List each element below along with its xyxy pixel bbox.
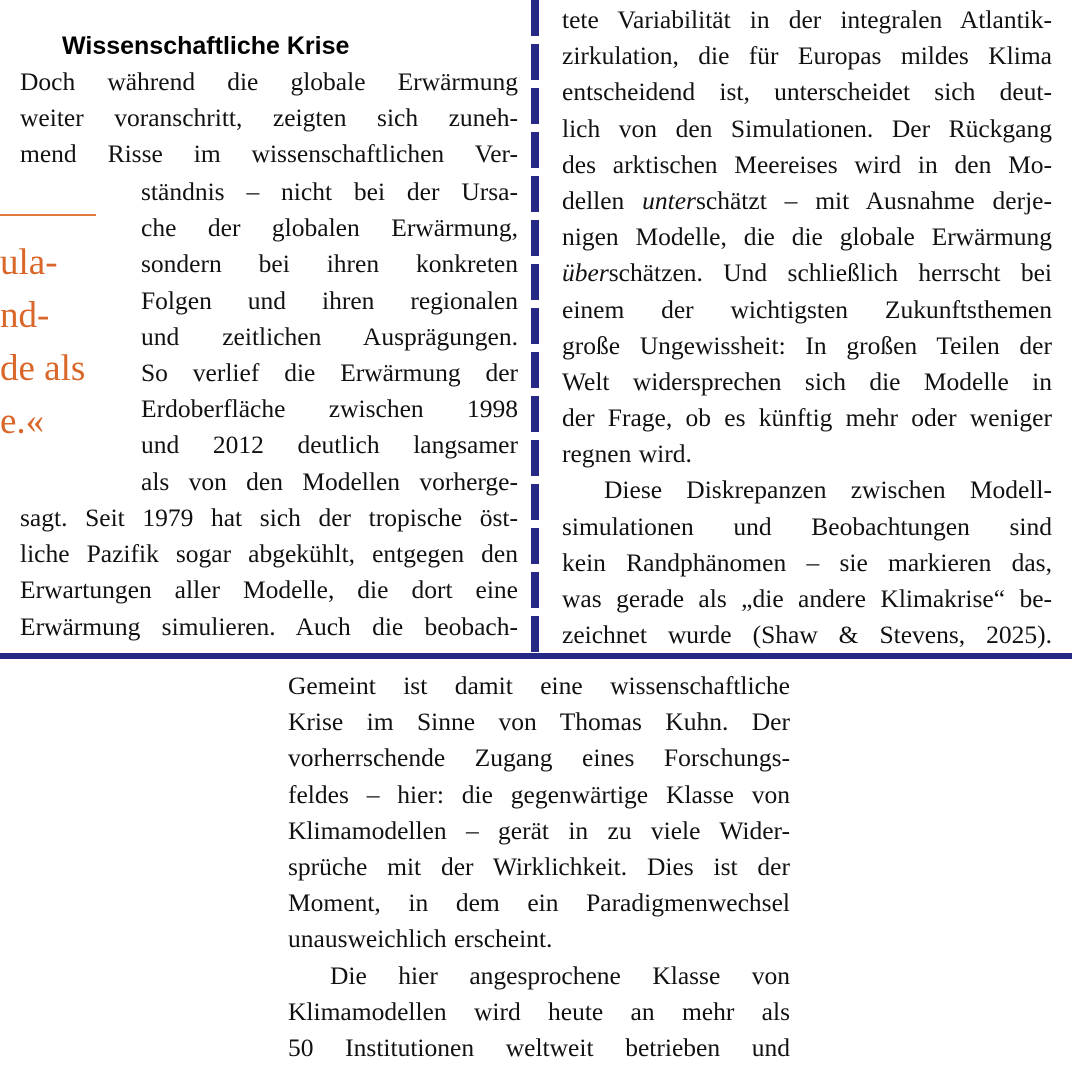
- column-divider: [531, 0, 539, 652]
- text-line: unausweichlich erscheint.: [288, 924, 553, 954]
- text-line: Gemeint ist damit eine wissenschaftliche: [288, 671, 790, 700]
- text-line: und zeitlichen Ausprägungen.: [141, 321, 518, 351]
- text-line: einem der wichtigsten Zukunftsthemen: [562, 294, 1052, 324]
- text-line: vorherrschende Zugang eines Forschungs-: [288, 743, 790, 773]
- text-line: Doch während die globale Erwärmung: [20, 67, 518, 96]
- text-line: lich von den Simulationen. Der Rückgang: [562, 113, 1052, 143]
- bottom-column: [288, 668, 790, 1066]
- text-run: dellen: [562, 185, 643, 215]
- horizontal-rule: [0, 653, 1072, 659]
- text-line: zeichnet wurde (Shaw & Stevens, 2025).: [562, 620, 1052, 650]
- text-line: nigen Modelle, die die globale Erwärmung: [562, 222, 1052, 252]
- left-column-top: [20, 64, 518, 173]
- text-line: große Ungewissheit: In großen Teilen der: [562, 330, 1052, 360]
- text-line: als von den Modellen vorherge-: [141, 466, 518, 496]
- text-line: sprüche mit der Wirklichkeit. Dies ist der: [288, 851, 790, 881]
- text-line: Klimamodellen wird heute an mehr als: [288, 996, 790, 1026]
- text-line: mend Risse im wissenschaftlichen Ver-: [20, 139, 518, 169]
- text-line: kein Randphänomen – sie markieren das,: [562, 547, 1052, 577]
- text-line: sagt. Seit 1979 hat sich der tropische öst-: [20, 503, 518, 532]
- left-column-wrap: [141, 174, 518, 500]
- text-line: entscheidend ist, unterscheidet sich deut-: [562, 77, 1052, 107]
- text-line: der Frage, ob es künftig mehr oder weniger: [562, 403, 1052, 433]
- text-line: liche Pazifik sogar abgekühlt, entgegen den: [20, 539, 518, 569]
- text-line: Die hier angesprochene Klasse von: [330, 960, 790, 990]
- text-line: Erwärmung simulieren. Auch die beobach-: [20, 611, 518, 641]
- text-line: feldes – hier: die gegenwärtige Klasse von: [288, 779, 790, 809]
- text-line: regnen wird.: [562, 439, 692, 469]
- text-line: des arktischen Meereises wird in den Mo-: [562, 149, 1052, 179]
- pull-quote-rule: [0, 214, 96, 216]
- right-column: [562, 2, 1052, 653]
- emphasis: über: [562, 258, 609, 288]
- text-line: tete Variabilität in der integralen Atlantik-: [562, 5, 1052, 34]
- text-line: Erdoberfläche zwischen 1998: [141, 394, 518, 424]
- text-line: was gerade als „die andere Klimakrise“ be-: [562, 584, 1052, 613]
- text-run: schätzen. Und schließlich herrscht bei: [608, 258, 1052, 288]
- text-line: simulationen und Beobachtungen sind: [562, 511, 1052, 541]
- pull-quote-line: de als: [0, 348, 86, 389]
- text-line: Erwartungen aller Modelle, die dort eine: [20, 575, 518, 605]
- section-heading: Wissenschaftliche Krise: [62, 32, 350, 60]
- text-line: weiter voranschritt, zeigten sich zuneh-: [20, 103, 518, 133]
- left-column-bottom: [20, 500, 518, 645]
- text-line: ständnis – nicht bei der Ursa-: [141, 177, 518, 206]
- pull-quote: [0, 236, 100, 448]
- emphasis: unter: [642, 185, 696, 215]
- text-run: schätzt – mit Ausnahme derje-: [695, 185, 1052, 215]
- text-line: So verlief die Erwärmung der: [141, 357, 518, 387]
- text-line: zirkulation, die für Europas mildes Klima: [562, 41, 1052, 71]
- text-line: sondern bei ihren konkreten: [141, 249, 518, 279]
- pull-quote-line: e.«: [0, 401, 45, 442]
- text-line: Klimamodellen – gerät in zu viele Wider-: [288, 815, 790, 845]
- text-line: [562, 255, 1052, 291]
- text-line: Moment, in dem ein Paradigmenwechsel: [288, 888, 790, 918]
- text-line: Folgen und ihren regionalen: [141, 285, 518, 315]
- text-line: che der globalen Erwärmung,: [141, 213, 518, 243]
- text-line: 50 Institutionen weltweit betrieben und: [288, 1032, 790, 1062]
- text-line: Welt widersprechen sich die Modelle in: [562, 366, 1052, 396]
- text-line: Krise im Sinne von Thomas Kuhn. Der: [288, 707, 790, 737]
- text-line: [562, 183, 1052, 219]
- text-line: und 2012 deutlich langsamer: [141, 430, 518, 460]
- text-line: Diese Diskrepanzen zwischen Modell-: [604, 475, 1052, 505]
- pull-quote-line: ula-: [0, 242, 58, 283]
- pull-quote-line: nd-: [0, 295, 50, 336]
